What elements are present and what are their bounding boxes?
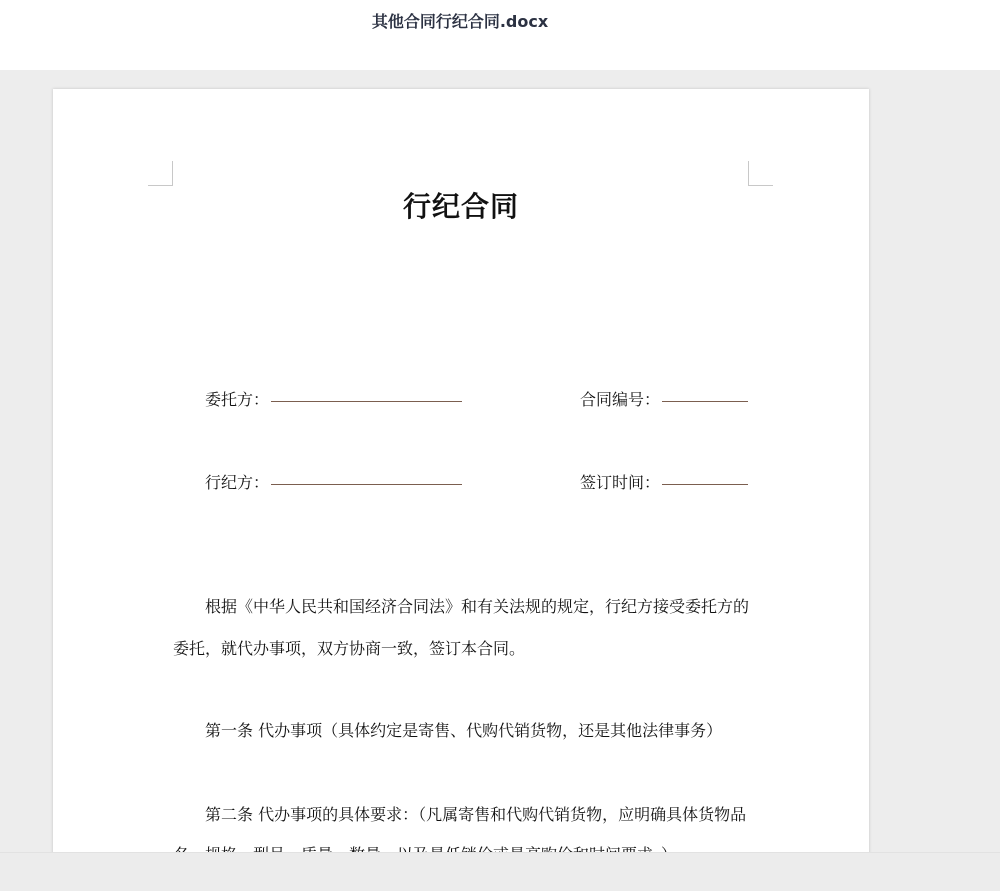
document-page [53,89,869,889]
paragraph-preamble-line-2: 委托，就代办事项，双方协商一致，签订本合同。 [173,639,526,658]
bottom-bar [0,852,1000,891]
paragraph-preamble-line-1: 根据《中华人民共和国经济合同法》和有关法规的规定，行纪方接受委托方的 [205,597,750,616]
contract-number-field [580,387,748,410]
paragraph-article-1: 第一条 代办事项（具体约定是寄售、代购代销货物，还是其他法律事务） [205,721,723,740]
contract-heading: 行纪合同 [402,190,519,223]
sign-time-blank-line [662,483,748,485]
client-field [205,387,462,410]
sign-time-field [580,470,748,493]
client-label: 委托方： [205,390,270,409]
contract-number-label: 合同编号： [580,390,661,409]
client-blank-line [271,400,462,402]
sign-time-label: 签订时间： [580,473,661,492]
agent-label: 行纪方： [205,473,270,492]
paragraph-article-2-line-1: 第二条 代办事项的具体要求：（凡属寄售和代购代销货物，应明确具体货物品 [205,805,747,824]
document-title: 其他合同行纪合同.docx [371,12,549,31]
agent-blank-line [271,483,462,485]
title-bar [0,0,1000,70]
agent-field [205,470,462,493]
margin-corner-mark [148,161,173,186]
contract-number-blank-line [662,400,748,402]
margin-corner-mark [748,161,773,186]
